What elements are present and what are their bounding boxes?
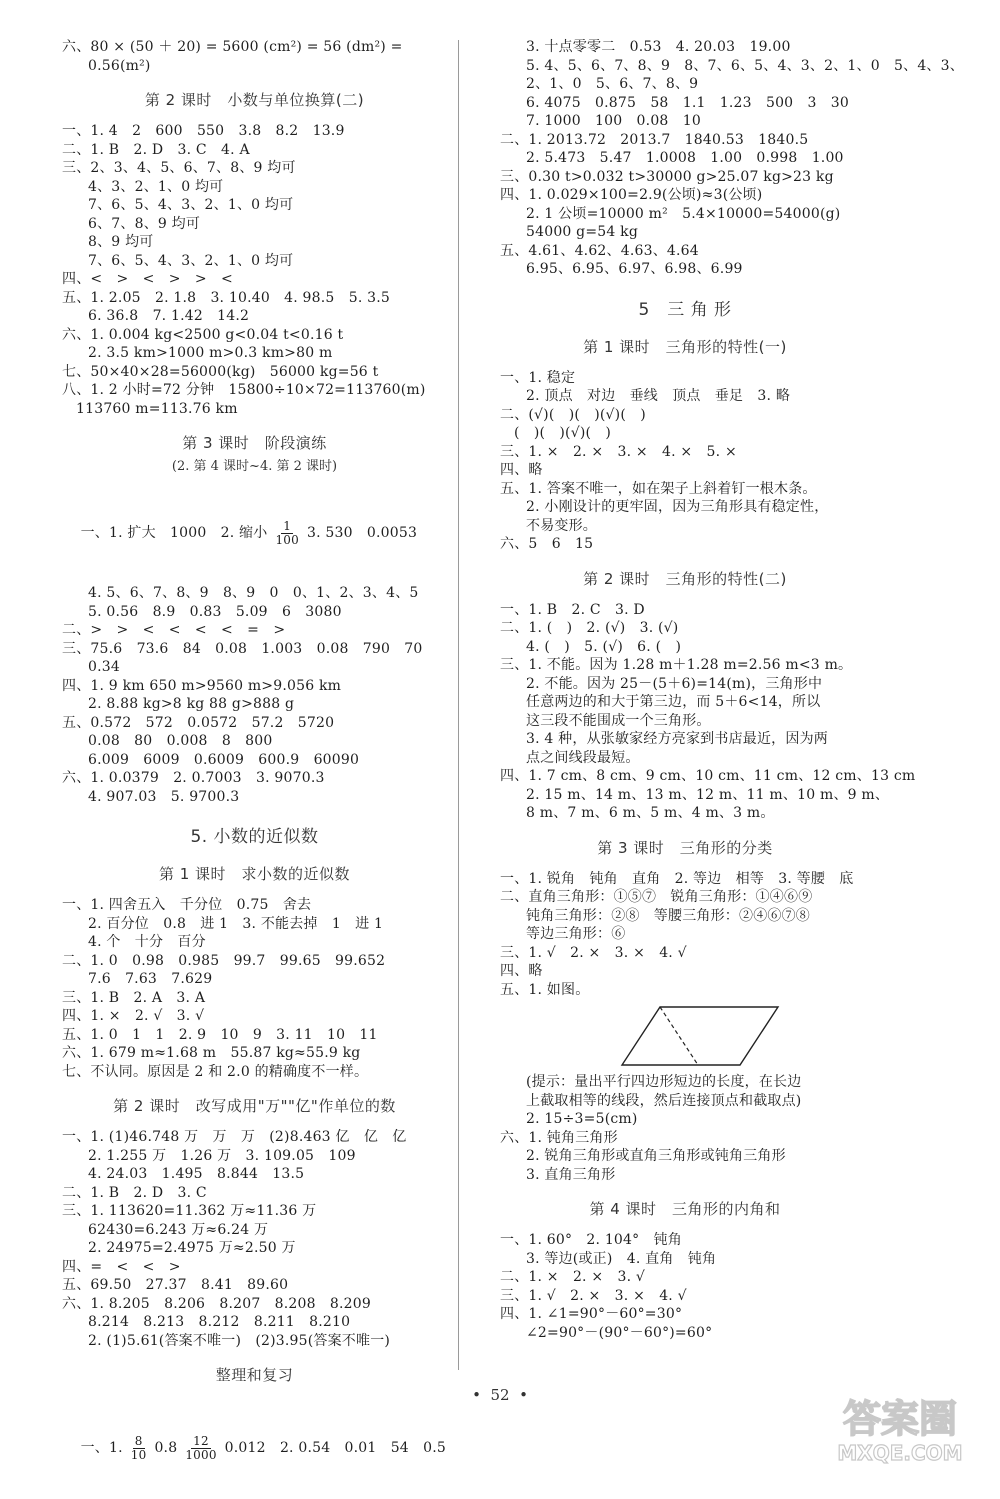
text-line: 四、略	[500, 462, 543, 478]
parallelogram-outline	[622, 1007, 778, 1065]
text-line: 0.08 80 0.008 8 800	[88, 733, 273, 749]
text-line: 六、80 × (50 ＋ 20) = 5600 (cm²) = 56 (dm²) =	[62, 39, 403, 55]
text-line: 5. 0.56 8.9 0.83 5.09 6 3080	[88, 603, 342, 620]
text-line: 一、1. 4 2 600 550 3.8 8.2 13.9	[62, 123, 345, 139]
text-line: 54000 g=54 kg	[526, 224, 638, 240]
text-line: 8.214 8.213 8.212 8.211 8.210	[88, 1314, 351, 1330]
text-line: 四、1. 0.029×100=2.9(公顷)≈3(公顷)	[500, 187, 763, 203]
fraction-denominator: 1000	[185, 1447, 217, 1462]
left-column	[62, 38, 447, 1499]
text-line: 8 m、7 m、6 m、5 m、4 m、3 m。	[526, 805, 775, 821]
fraction-numerator: 1	[283, 518, 292, 533]
text-line: 二、1. B 2. D 3. C	[62, 1184, 207, 1201]
text-line: 七、不认同。原因是 2 和 2.0 的精确度不一样。	[62, 1063, 369, 1080]
text-line: 6.009 6009 0.6009 600.9 60090	[88, 751, 360, 768]
text-line: 二、(√)( )( )(√)( )	[500, 406, 646, 423]
text-line: 4. 907.03 5. 9700.3	[88, 788, 240, 805]
text-line: 2. 8.88 kg>8 kg 88 g>888 g	[88, 696, 295, 712]
text-line: 2、1、0 5、6、7、8、9	[526, 76, 699, 92]
text-line: 等边三角形：⑥	[526, 926, 626, 942]
column-divider	[458, 40, 459, 1370]
right-column	[500, 38, 964, 1342]
section-heading: 第 2 课时 小数与单位换算(二)	[144, 91, 365, 109]
text-line: 二、直角三角形：①⑤⑦ 锐角三角形：①④⑥⑨	[500, 889, 813, 905]
watermark-text-main: 答案圈	[842, 1397, 958, 1441]
text-line: 6、7、8、9 均可	[88, 215, 201, 232]
text-line: 五、0.572 572 0.0572 57.2 5720	[62, 714, 335, 731]
text-line: 任意两边的和大于第三边，而 5＋6<14，所以	[526, 694, 821, 710]
text-line: 4. 5、6、7、8、9 8、9 0 0、1、2、3、4、5	[88, 585, 419, 601]
text-segment: 0.8	[154, 1440, 178, 1456]
text-line: 2. 15 m、14 m、13 m、12 m、11 m、10 m、9 m、	[526, 786, 890, 803]
text-line: ( )( )(√)( )	[514, 425, 612, 441]
text-line: 四、略	[500, 963, 543, 979]
text-line: 五、1. 0 1 1 2. 9 10 9 3. 11 10 11	[62, 1026, 378, 1043]
text-line: 这三段不能围成一个三角形。	[526, 712, 711, 729]
text-line: 一、1. B 2. C 3. D	[500, 601, 645, 618]
text-line: 一、1. 60° 2. 104° 钝角	[500, 1232, 682, 1248]
unit-heading: 5 三 角 形	[638, 299, 732, 320]
text-line: 六、1. 0.0379 2. 0.7003 3. 9070.3	[62, 770, 325, 786]
text-line: 五、1. 答案不唯一，如在架子上斜着钉一根木条。	[500, 480, 817, 497]
section-heading: 第 2 课时 改写成用"万""亿"作单位的数	[113, 1097, 396, 1115]
text-line: 不易变形。	[526, 517, 597, 534]
text-line: 六、5 6 15	[500, 536, 594, 552]
text-line: 4、3、2、1、0 均可	[88, 178, 224, 195]
text-line: 四、1. 9 km 650 m>9560 m>9.056 km	[62, 677, 342, 694]
text-line: 2. 顶点 对边 垂线 顶点 垂足 3. 略	[526, 388, 791, 404]
fraction-denominator: 10	[130, 1447, 147, 1462]
text-line: 七、50×40×28=56000(kg) 56000 kg=56 t	[62, 363, 379, 380]
text-line: 三、1. 不能。因为 1.28 m＋1.28 m=2.56 m<3 m。	[500, 657, 853, 673]
text-line: 八、1. 2 小时=72 分钟 15800÷10×72=113760(m)	[62, 382, 426, 398]
section-heading: 第 2 课时 三角形的特性(二)	[583, 569, 787, 588]
text-line: 三、1. × 2. × 3. × 4. × 5. ×	[500, 443, 737, 460]
text-line: 2. 1 公顷=10000 m² 5.4×10000=54000(g)	[526, 205, 841, 222]
text-segment: 0.012 2. 0.54 0.01 54 0.5	[224, 1440, 446, 1456]
text-line: 3. 等边(或正) 4. 直角 钝角	[526, 1250, 717, 1267]
text-line: 五、4.61、4.62、4.63、4.64	[500, 242, 699, 259]
text-line: 6. 36.8 7. 1.42 14.2	[88, 308, 250, 324]
text-line: 7.6 7.63 7.629	[88, 971, 213, 987]
fraction-numerator: 8	[134, 1433, 143, 1448]
text-line: 8、9 均可	[88, 234, 154, 250]
text-line: 2. 24975=2.4975 万≈2.50 万	[88, 1240, 296, 1256]
text-line: 六、1. 0.004 kg<2500 g<0.04 t<0.16 t	[62, 326, 344, 343]
text-line: 三、0.30 t>0.032 t>30000 g>25.07 kg>23 kg	[500, 168, 834, 185]
text-line: 四、1. × 2. √ 3. √	[62, 1008, 205, 1024]
text-line: 五、1. 2.05 2. 1.8 3. 10.40 4. 98.5 5. 3.5	[62, 289, 390, 306]
text-line-with-fraction	[62, 482, 447, 584]
text-line-with-fraction	[62, 1397, 447, 1499]
fraction-numerator: 12	[193, 1433, 209, 1448]
text-line: 一、1. 锐角 钝角 直角 2. 等边 相等 3. 等腰 底	[500, 870, 854, 887]
text-line: 一、1. 四舍五入 千分位 0.75 舍去	[62, 897, 312, 913]
text-line: 4. 个 十分 百分	[88, 934, 206, 950]
text-line: 五、1. 如图。	[500, 981, 590, 998]
text-line: 2. 不能。因为 25－(5＋6)=14(m)，三角形中	[526, 675, 823, 692]
text-line: 2. 1.255 万 1.26 万 3. 109.05 109	[88, 1147, 356, 1164]
text-line: (提示：量出平行四边形短边的长度，在长边	[526, 1074, 802, 1090]
section-subheading: (2. 第 4 课时~4. 第 2 课时)	[171, 459, 338, 474]
fraction-denominator: 100	[275, 532, 299, 547]
text-line: 二、1. B 2. D 3. C 4. A	[62, 141, 250, 158]
text-segment: 一、1.	[80, 1440, 123, 1456]
fraction	[129, 1435, 149, 1462]
text-line: ∠2=90°－(90°－60°)=60°	[526, 1324, 713, 1341]
text-line: 三、1. √ 2. × 3. × 4. √	[500, 1287, 687, 1304]
text-line: 6.95、6.95、6.97、6.98、6.99	[526, 261, 743, 277]
text-line: 二、1. 2013.72 2013.7 1840.53 1840.5	[500, 131, 809, 148]
page-number: • 52 •	[472, 1386, 528, 1404]
text-line: 2. 小刚设计的更牢固，因为三角形具有稳定性，	[526, 499, 829, 515]
section-heading: 第 4 课时 三角形的内角和	[589, 1200, 781, 1218]
text-line: 钝角三角形：②⑧ 等腰三角形：②④⑥⑦⑧	[526, 907, 810, 924]
text-line: 3. 十点零零二 0.53 4. 20.03 19.00	[526, 39, 791, 55]
unit-heading: 5. 小数的近似数	[190, 827, 319, 847]
text-line: 3. 直角三角形	[526, 1166, 616, 1183]
text-line: 0.34	[88, 659, 120, 675]
text-line: 7、6、5、4、3、2、1、0 均可	[88, 197, 294, 213]
section-heading: 第 1 课时 三角形的特性(一)	[583, 337, 787, 356]
text-line: 二、1. × 2. × 3. √	[500, 1269, 646, 1285]
text-line: 二、> > < < < < = >	[62, 622, 286, 638]
text-line: 四、1. ∠1=90°－60°=30°	[500, 1306, 683, 1322]
text-line: 4. 24.03 1.495 8.844 13.5	[88, 1166, 305, 1182]
text-line: 二、1. ( ) 2. (√) 3. (√)	[500, 620, 679, 636]
text-line: 上截取相等的线段，然后连接顶点和截取点)	[526, 1092, 802, 1109]
text-line: 6. 4075 0.875 58 1.1 1.23 500 3 30	[526, 94, 850, 111]
text-line: 一、1. 稳定	[500, 369, 576, 386]
text-line: 三、75.6 73.6 84 0.08 1.003 0.08 790 70	[62, 640, 423, 657]
fraction	[273, 520, 301, 547]
text-line: 点之间线段最短。	[526, 749, 640, 766]
text-line: 2. (1)5.61(答案不唯一) (2)3.95(答案不唯一)	[88, 1332, 391, 1349]
section-heading: 整理和复习	[215, 1366, 294, 1384]
text-line: 4. ( ) 5. (√) 6. ( )	[526, 638, 682, 655]
dashed-cut-line	[660, 1007, 698, 1065]
text-line: 113760 m=113.76 km	[76, 400, 238, 417]
section-heading: 第 3 课时 阶段演练	[182, 434, 327, 452]
watermark-logo	[808, 1388, 992, 1466]
text-line: 2. 锐角三角形或直角三角形或钝角三角形	[526, 1148, 786, 1164]
text-line: 2. 百分位 0.8 进 1 3. 不能去掉 1 进 1	[88, 915, 384, 932]
text-line: 二、1. 0 0.98 0.985 99.7 99.65 99.652	[62, 952, 386, 969]
text-line: 一、1. (1)46.748 万 万 万 (2)8.463 亿 亿 亿	[62, 1129, 407, 1145]
text-line: 7. 1000 100 0.08 10	[526, 113, 701, 129]
text-line: 四、= < < >	[62, 1258, 181, 1275]
text-line: 2. 3.5 km>1000 m>0.3 km>80 m	[88, 345, 333, 361]
text-line: 四、< > < > > <	[62, 271, 233, 287]
text-line: 三、1. 113620=11.362 万≈11.36 万	[62, 1203, 317, 1219]
text-line: 7、6、5、4、3、2、1、0 均可	[88, 252, 294, 269]
parallelogram-figure	[620, 1003, 780, 1069]
section-heading: 第 1 课时 求小数的近似数	[158, 865, 351, 883]
text-line: 六、1. 679 m≈1.68 m 55.87 kg≈55.9 kg	[62, 1045, 361, 1061]
text-line: 五、69.50 27.37 8.41 89.60	[62, 1277, 289, 1293]
text-line: 2. 15÷3=5(cm)	[526, 1111, 638, 1127]
text-line: 六、1. 钝角三角形	[500, 1129, 618, 1146]
watermark-text-url: MXQE.COM	[837, 1441, 963, 1465]
text-line: 三、1. B 2. A 3. A	[62, 989, 206, 1006]
text-line: 2. 5.473 5.47 1.0008 1.00 0.998 1.00	[526, 150, 844, 166]
text-line: 0.56(m²)	[88, 57, 151, 74]
text-line: 四、1. 7 cm、8 cm、9 cm、10 cm、11 cm、12 cm、13 cm	[500, 768, 916, 784]
text-line: 三、2、3、4、5、6、7、8、9 均可	[62, 160, 296, 176]
text-line: 六、1. 8.205 8.206 8.207 8.208 8.209	[62, 1295, 372, 1312]
text-line: 三、1. √ 2. × 3. × 4. √	[500, 944, 687, 961]
text-segment: 3. 530 0.0053	[306, 525, 418, 541]
text-line: 62430=6.243 万≈6.24 万	[88, 1221, 269, 1238]
text-segment: 一、1. 扩大 1000 2. 缩小	[80, 525, 268, 541]
text-line: 5. 4、5、6、7、8、9 8、7、6、5、4、3、2、1、0 5、4、3、	[526, 57, 964, 74]
fraction	[183, 1435, 218, 1462]
text-line: 3. 4 种，从张敏家经方亮家到书店最近，因为两	[526, 731, 828, 747]
section-heading: 第 3 课时 三角形的分类	[597, 838, 773, 857]
